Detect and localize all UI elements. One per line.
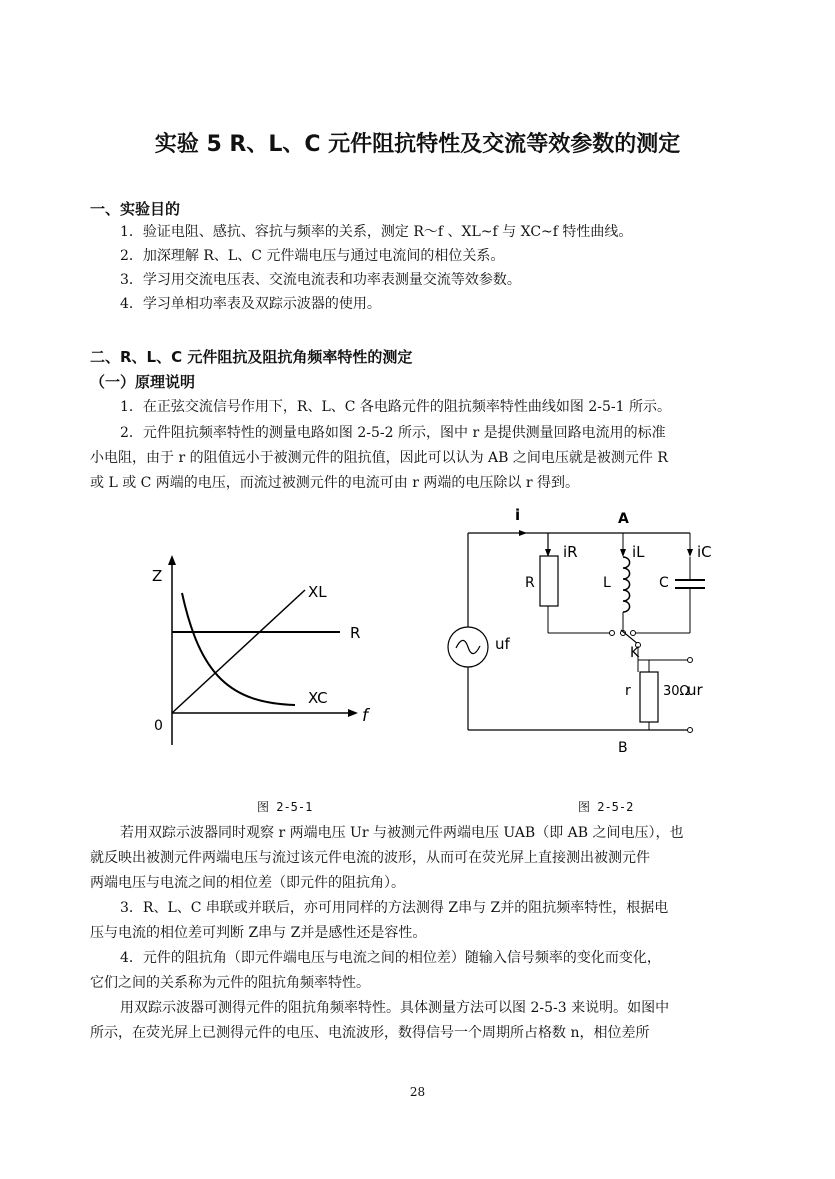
paragraph: 4．元件的阻抗角（即元件端电压与电流之间的相位差）随输入信号频率的变化而变化， (120, 950, 661, 966)
paragraph: 3．R、L、C 串联或并联后，亦可用同样的方法测得 Z串与 Z并的阻抗频率特性，根据电 (120, 900, 669, 916)
impedance-frequency-graph (140, 545, 380, 750)
page-title: 实验 5 R、L、C 元件阻抗特性及交流等效参数的测定 (154, 132, 681, 157)
objective-item: 3．学习用交流电压表、交流电流表和功率表测量交流等效参数。 (120, 272, 521, 288)
figure1-caption: 图 2-5-1 (257, 800, 313, 814)
xl-label: XL (308, 583, 327, 601)
paragraph: 用双踪示波器可测得元件的阻抗角频率特性。具体测量方法可以图 2-5-3 来说明。如图中 (120, 1000, 670, 1016)
ur-label: ur (687, 681, 703, 699)
paragraph: 两端电压与电流之间的相位差（即元件的阻抗角）。 (90, 875, 405, 891)
paragraph: 小电阻，由于 r 的阻值远小于被测元件的阻抗值，因此可以认为 AB 之间电压就是被测元件 R (90, 450, 668, 466)
node-b-label: B (618, 740, 628, 756)
figure2-caption: 图 2-5-2 (578, 800, 634, 814)
paragraph: 2．元件阻抗频率特性的测量电路如图 2-5-2 所示，图中 r 是提供测量回路电流用的标准 (120, 425, 666, 441)
r-label: R (350, 624, 361, 642)
measurement-circuit-diagram (435, 505, 715, 765)
uf-label: uf (495, 635, 510, 653)
paragraph: 压与电流的相位差可判断 Z串与 Z并是感性还是容性。 (90, 925, 427, 941)
paragraph: 若用双踪示波器同时观察 r 两端电压 Ur 与被测元件两端电压 UAB（即 AB 之间电压），也 (120, 825, 684, 841)
node-a-label: A (618, 511, 629, 527)
objective-item: 1．验证电阻、感抗、容抗与频率的关系，测定 R～f 、XL~f 与 XC~f 特性曲线。 (120, 224, 633, 240)
ir-label: iR (563, 543, 578, 561)
section2-heading: 二、R、L、C 元件阻抗及阻抗角频率特性的测定 (90, 348, 413, 366)
switch-k-label: K (630, 645, 640, 661)
i-label: i (515, 506, 521, 524)
f-axis-label: f (362, 706, 368, 726)
small-r-label: r (625, 683, 631, 699)
section2-subheading: （一）原理说明 (90, 373, 196, 391)
ohm-value-label: 30Ω (663, 684, 690, 699)
z-axis-label: Z (152, 567, 163, 585)
objective-item: 2．加深理解 R、L、C 元件端电压与通过电流间的相位关系。 (120, 248, 505, 264)
objective-item: 4．学习单相功率表及双踪示波器的使用。 (120, 296, 381, 312)
xc-label: XC (308, 689, 328, 707)
page-number: 28 (409, 1085, 426, 1099)
paragraph: 它们之间的关系称为元件的阻抗角频率特性。 (90, 975, 370, 991)
inductor-l-label: L (603, 575, 611, 591)
il-label: iL (632, 543, 645, 561)
capacitor-c-label: C (659, 575, 669, 591)
ic-label: iC (697, 543, 712, 561)
paragraph: 或 L 或 C 两端的电压，而流过被测元件的电流可由 r 两端的电压除以 r 得到。 (90, 475, 579, 491)
paragraph: 1．在正弦交流信号作用下，R、L、C 各电路元件的阻抗频率特性曲线如图 2-5-1 所示。 (120, 399, 671, 415)
paragraph: 所示，在荧光屏上已测得元件的电压、电流波形，数得信号一个周期所占格数 n，相位差所 (90, 1025, 650, 1041)
resistor-r-label: R (525, 575, 535, 591)
paragraph: 就反映出被测元件两端电压与流过该元件电流的波形，从而可在荧光屏上直接测出被测元件 (90, 850, 650, 866)
origin-label: 0 (154, 718, 163, 734)
section1-heading: 一、实验目的 (90, 200, 181, 218)
